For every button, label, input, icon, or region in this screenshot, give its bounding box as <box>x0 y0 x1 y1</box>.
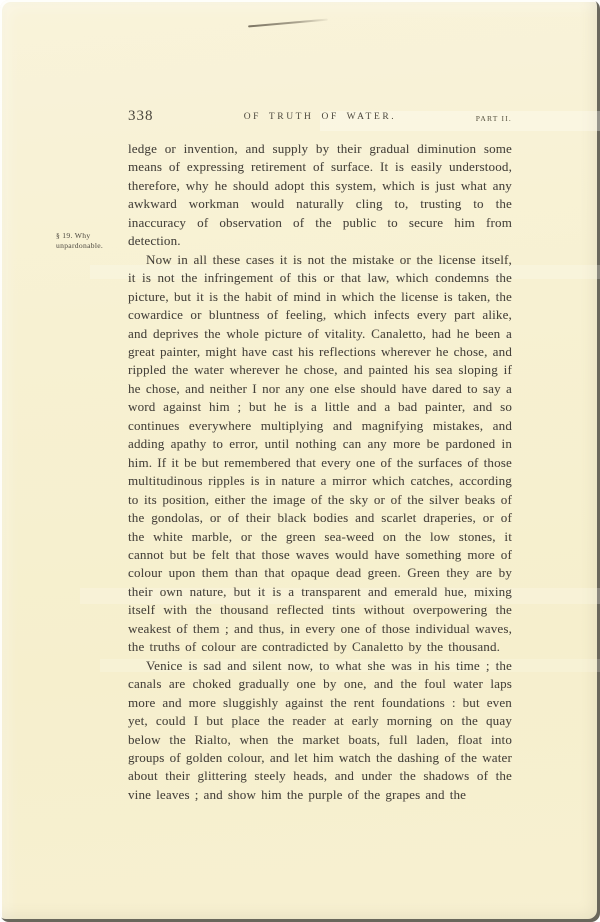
paragraph: ledge or invention, and supply by their gradual diminution some means of expressing retirement of surface. It is easily understood, therefore, why he should adopt this system, which is just what any awkward workman would naturally cling to, trusting to the inaccuracy of observation of the public to secure him from detection. <box>128 141 512 249</box>
paragraph: Venice is sad and silent now, to what she was in his time ; the canals are choked gradually one by one, and the foul water laps more and more sluggishly against the rent foundations : but even yet, could I but place the reader at early morning on the quay below the Rialto, when the market boats, full laden, float into groups of golden colour, and let him watch the dashing of the water about their glittering steely heads, and under the shadows of the vine leaves ; and show him the purple of the grapes and the <box>128 657 512 802</box>
scan-crease-artifact <box>248 19 328 28</box>
page-number: 338 <box>128 108 154 124</box>
running-title: OF TRUTH OF WATER. <box>243 112 397 122</box>
part-label: PART II. <box>475 114 512 123</box>
body-text <box>128 140 512 804</box>
paragraph: Now in all these cases it is not the mistake or the license itself, it is not the infringement of this or that law, which condemns the picture, but it is the habit of mind in which the license is taken, the cowardice or bluntness of feeling, which infects every part alike, and deprives the whole picture of vitality. Canaletto, had he been a great painter, might have cast his reflections wherever he chose, and rippled the water wherever he chose, and painted his sea sloping if he chose, and neither I nor any one else should have dared to say a word against him ; but he is a little and a bad painter, and so continues everywhere multiplying and magnifying mistakes, and adding apathy to error, until nothing can any more be pardoned in him. If it be but remembered that every one of the surfaces of those multitudinous ripples is in nature a mirror which catches, according to its position, either the image of the sky or of the silver beaks of the gondolas, or of their black bodies and scarlet draperies, or of the white marble, or the green sea-weed on the low stones, it cannot but be felt that those waves would have something more of colour upon them than that opaque dead green. Green they are by their own nature, but it is a transparent and emerald hue, mixing itself with the thousand reflected tints without overpowering the weakest of them ; and thus, in every one of those individual waves, the truths of colour are contradicted by Canaletto by the thousand. <box>128 251 512 655</box>
margin-note: § 19. Why unpardonable. <box>56 231 104 250</box>
running-header <box>128 108 512 128</box>
